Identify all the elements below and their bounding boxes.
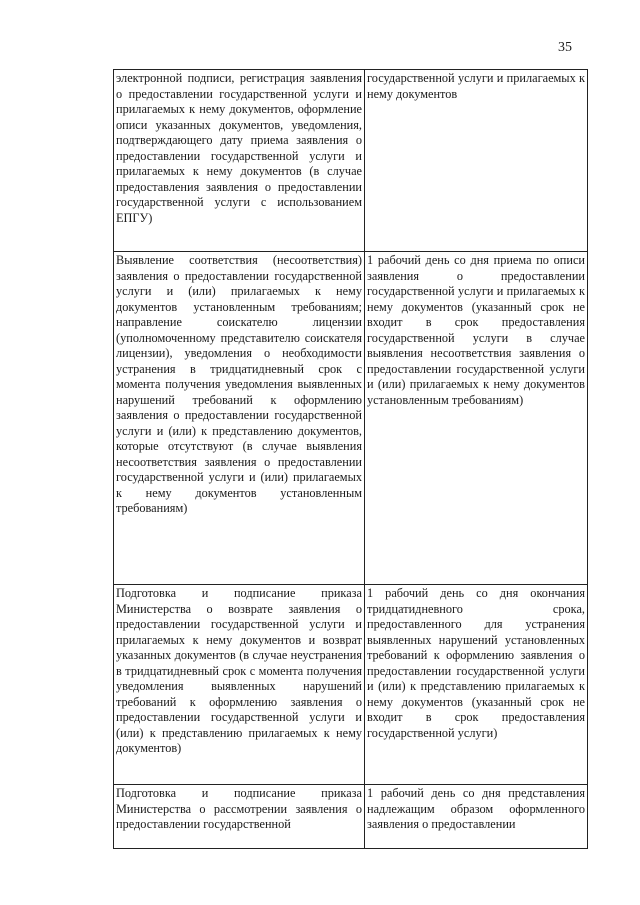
term-cell: 1 рабочий день со дня окончания тридцатидневного срока, предоставленного для устранения выявленных нарушений установленных требований к оформлению заявления о предоставлении государственной услуги и (или) к представлению прилагаемых к нему документов (указанный срок не входит в срок предоставления государственной услуги)	[365, 585, 588, 785]
term-cell: 1 рабочий день со дня приема по описи заявления о предоставлении государственной услуги и прилагаемых к нему документов (указанный срок не входит в срок предоставления государственной услуги в случае выявления несоответствия заявления о предоставлении государственной услуги и (или) прилагаемых к нему документов установленным требованиям)	[365, 252, 588, 585]
term-cell: 1 рабочий день со дня представления надлежащим образом оформленного заявления о предоставлении	[365, 785, 588, 849]
table-row	[114, 70, 588, 252]
table-row	[114, 785, 588, 849]
page-number: 35	[558, 40, 572, 55]
table-row	[114, 252, 588, 585]
procedures-table	[113, 69, 588, 849]
procedure-cell: Подготовка и подписание приказа Министерства о рассмотрении заявления о предоставлении государственной	[114, 785, 365, 849]
procedure-cell: электронной подписи, регистрация заявления о предоставлении государственной услуги и прилагаемых к нему документов, оформление описи указанных документов, уведомления, подтверждающего дату приема заявления о предоставлении государственной услуги и прилагаемых к нему документов (в случае предоставления заявления о предоставлении государственной услуги с использованием ЕПГУ)	[114, 70, 365, 252]
term-cell: государственной услуги и прилагаемых к нему документов	[365, 70, 588, 252]
procedure-cell: Выявление соответствия (несоответствия) заявления о предоставлении государственной услуги и (или) прилагаемых к нему документов установленным требованиям; направление соискателю лицензии (уполномоченному представителю соискателя лицензии), уведомления о необходимости устранения в тридцатидневный срок с момента получения уведомления выявленных нарушений требований к оформлению заявления о предоставлении государственной услуги и (или) к представлению документов, которые отсутствуют (в случае выявления несоответствия заявления о предоставлении государственной услуги и (или) прилагаемых к нему документов установленным требованиям)	[114, 252, 365, 585]
table-row	[114, 585, 588, 785]
procedure-cell: Подготовка и подписание приказа Министерства о возврате заявления о предоставлении государственной услуги и прилагаемых к нему документов и возврат указанных документов (в случае неустранения в тридцатидневный срок с момента получения уведомления выявленных нарушений требований к оформлению заявления о предоставлении государственной услуги и (или) к представлению прилагаемых к нему документов)	[114, 585, 365, 785]
